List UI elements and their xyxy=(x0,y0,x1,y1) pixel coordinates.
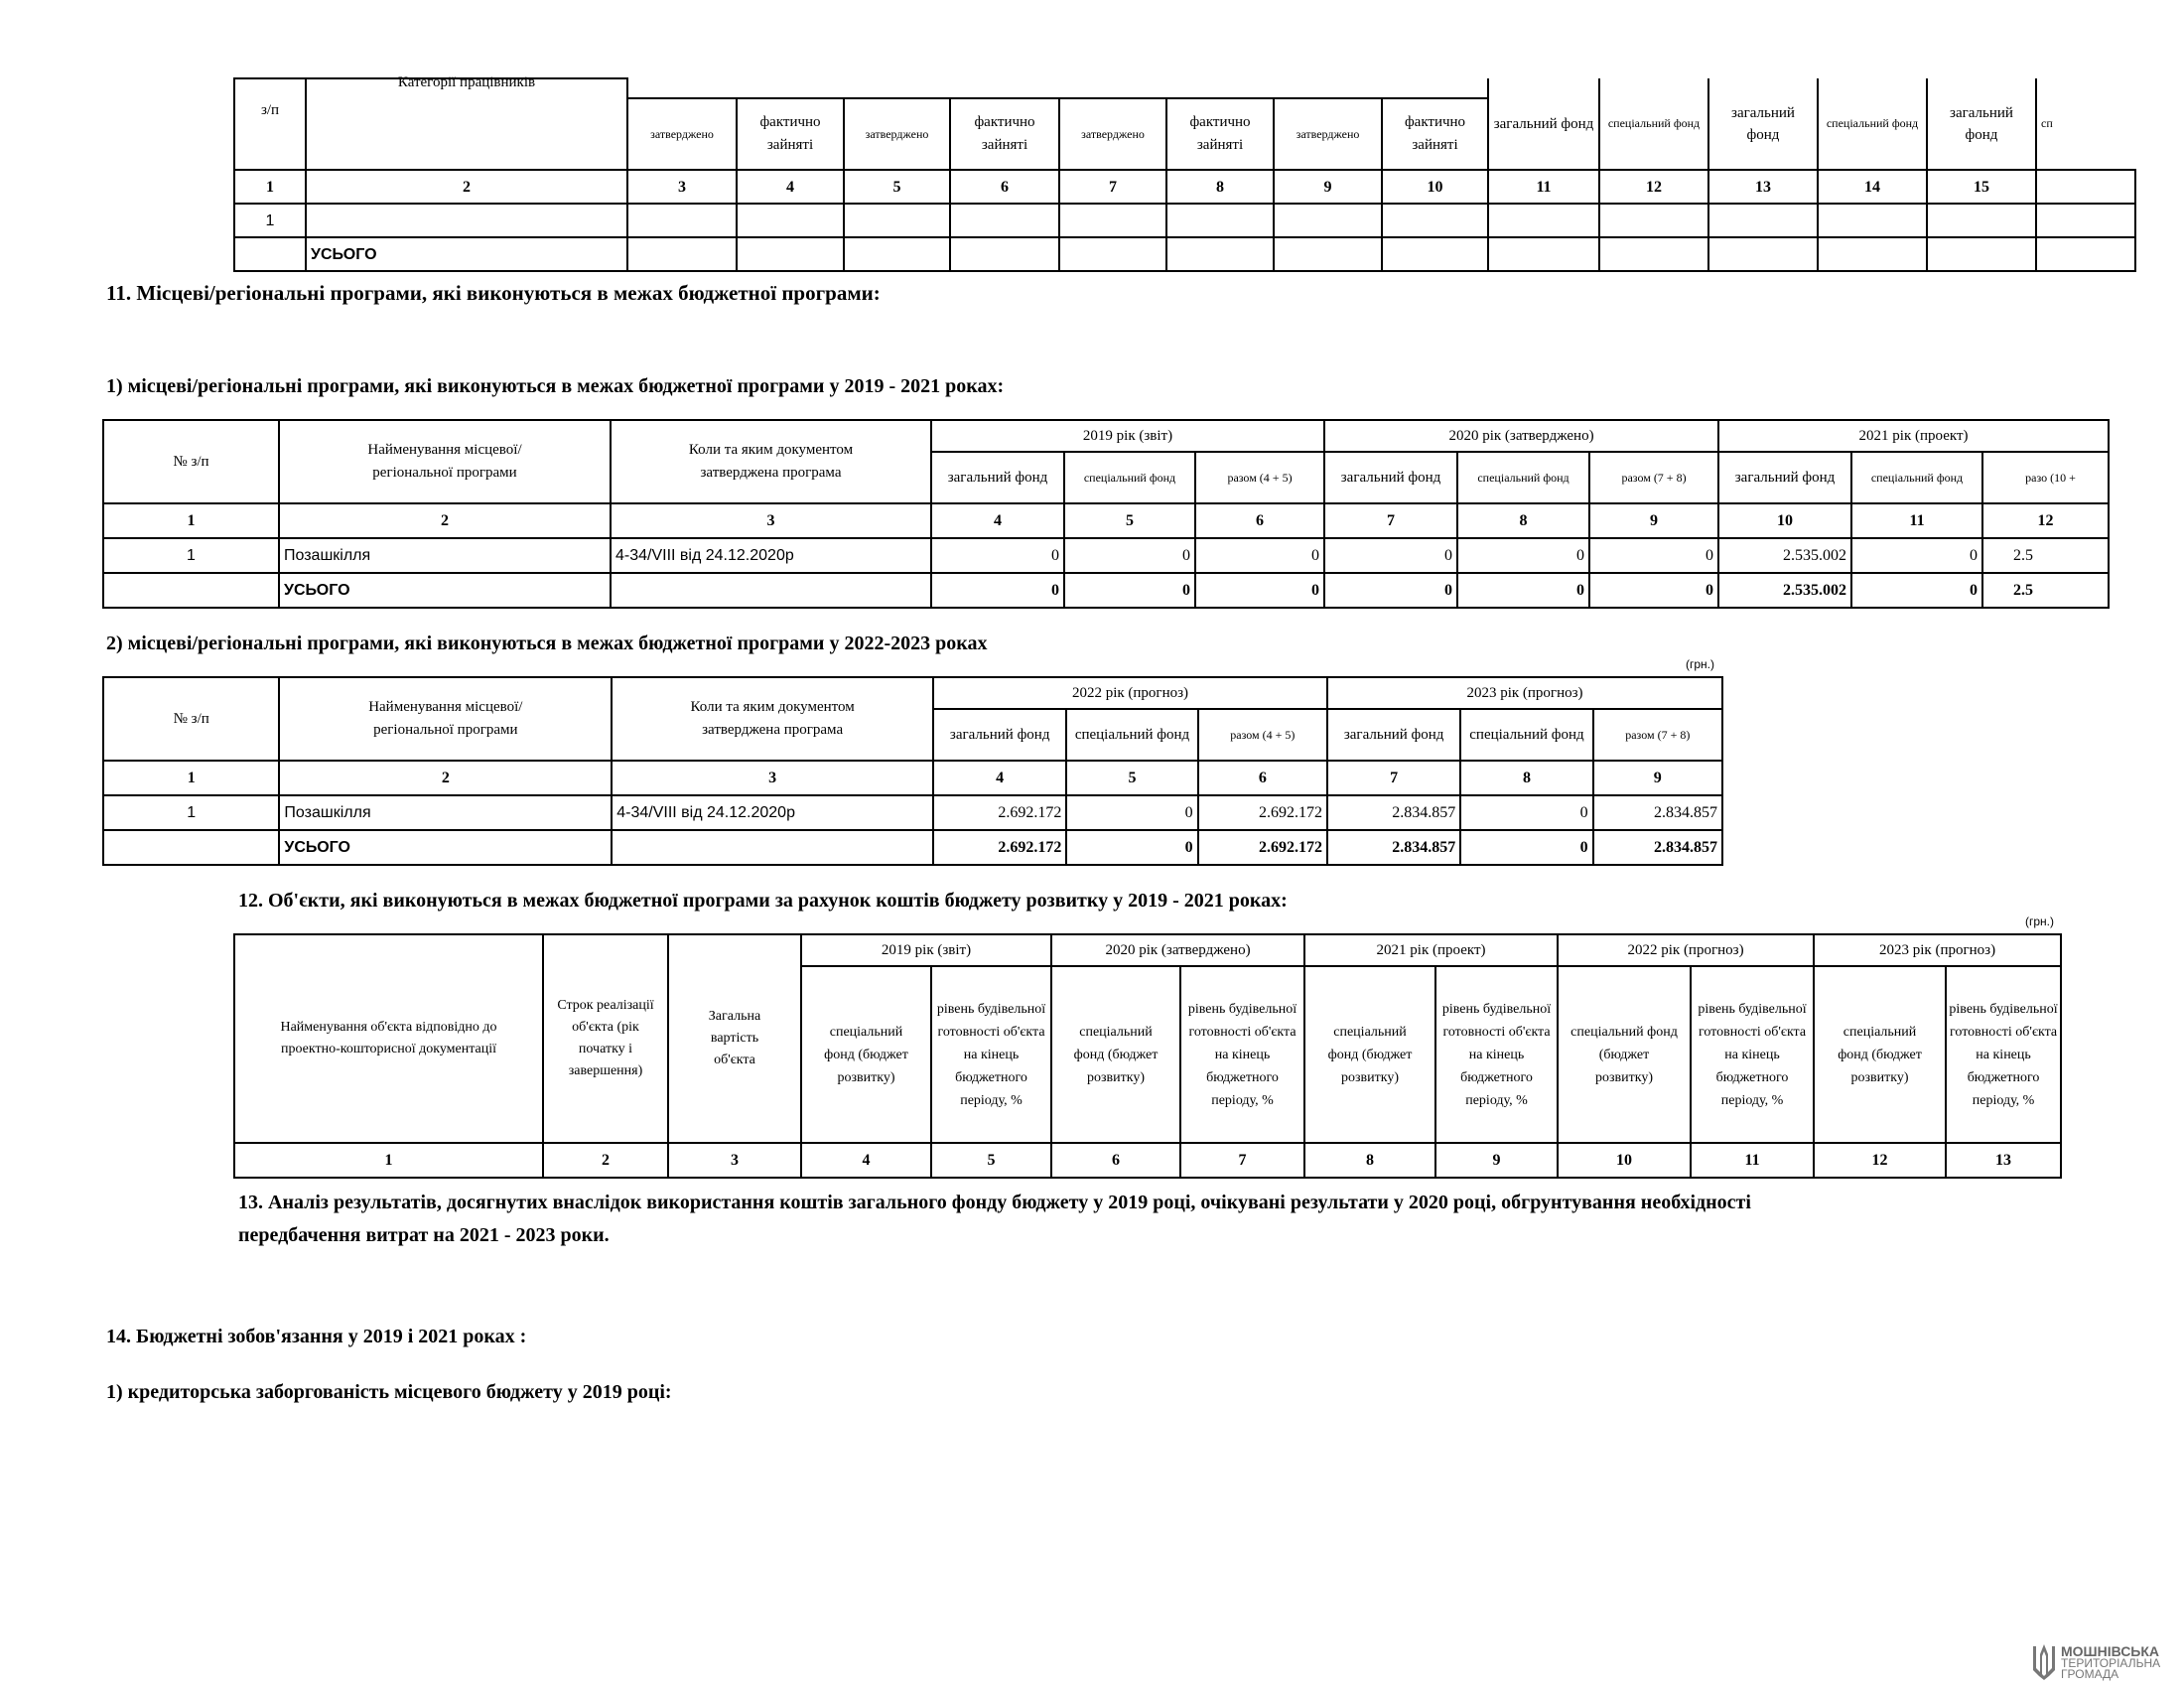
objects-table xyxy=(233,933,2060,1179)
year-header: 2023 рік (прогноз) xyxy=(1327,677,1722,709)
currency-label: (грн.) xyxy=(2025,914,2055,928)
sub-special-fund: спеціальний фонд (бюджет розвитку) xyxy=(1558,966,1691,1143)
programs-table-2019-2021 xyxy=(102,419,2076,614)
sub-special-fund: спеціальний фонд xyxy=(1066,709,1197,761)
fund-label: спеціальний фонд xyxy=(1818,78,1927,170)
table-row: 1 xyxy=(234,204,2135,237)
year-header: 2020 рік (затверджено) xyxy=(1324,420,1718,452)
year-header: 2021 рік (проект) xyxy=(1304,934,1558,966)
col-approved: затверджено xyxy=(1059,98,1166,170)
staff-table xyxy=(233,74,2060,278)
col-actual: фактично зайняті xyxy=(1382,98,1488,170)
programs-table-2022-2023 xyxy=(102,676,1723,866)
header-program-name: Найменування місцевої/регіональної програми xyxy=(279,420,611,503)
section-14-heading: 14. Бюджетні зобов'язання у 2019 і 2021 роках : xyxy=(106,1326,527,1347)
column-number-row: 1 2 3 4 5 6 7 8 9 xyxy=(103,761,1722,795)
section-11-sub2-heading: 2) місцеві/регіональні програми, які виконуються в межах бюджетної програми у 2022-2023 роках xyxy=(106,633,988,654)
sub-special-fund: спеціальний фонд xyxy=(1457,452,1589,503)
section-14-sub1: 1) кредиторська заборгованість місцевого бюджету у 2019 році: xyxy=(106,1381,672,1403)
sub-special-fund: спеціальний фонд xyxy=(1460,709,1592,761)
sub-readiness: рівень будівельної готовності об'єкта на кінець бюджетного періоду, % xyxy=(1946,966,2061,1143)
column-number-row: 1 2 3 4 5 6 7 8 9 10 11 12 13 14 15 xyxy=(234,170,2135,204)
total-row: УСЬОГО xyxy=(234,237,2135,271)
column-number-row: 1 2 3 4 5 6 7 8 9 10 11 12 xyxy=(103,503,2109,538)
header-num: № з/п xyxy=(103,677,279,761)
sub-general-fund: загальний фонд xyxy=(1327,709,1460,761)
sub-special-fund: спеціальний фонд (бюджет розвитку) xyxy=(1051,966,1180,1143)
col-approved: затверджено xyxy=(627,98,737,170)
logo-line3: ГРОМАДА xyxy=(2061,1667,2119,1681)
fund-label: загальний фонд xyxy=(1488,78,1599,170)
sub-general-fund: загальний фонд xyxy=(1718,452,1851,503)
table-row: 1 Позашкілля 4-34/VIII від 24.12.2020р 0 0 0 0 0 0 2.535.002 0 2.5 xyxy=(103,538,2109,573)
section-11-sub1-heading: 1) місцеві/регіональні програми, які виконуються в межах бюджетної програми у 2019 - 2021 роках: xyxy=(106,375,1005,397)
col-approved: затверджено xyxy=(1274,98,1382,170)
total-row: УСЬОГО 0 0 0 0 0 0 2.535.002 0 2.5 xyxy=(103,573,2109,608)
logo-line2: ТЕРИТОРІАЛЬНА xyxy=(2061,1656,2161,1670)
currency-label: (грн.) xyxy=(1686,657,1715,671)
section-13-line2: передбачення витрат на 2021 - 2023 роки. xyxy=(238,1224,610,1246)
fund-label: сп xyxy=(2041,116,2053,130)
sub-total: разом (7 + 8) xyxy=(1593,709,1722,761)
sub-special-fund: спеціальний фонд (бюджет розвитку) xyxy=(801,966,931,1143)
fund-label: загальний фонд xyxy=(1708,78,1818,170)
year-header: 2021 рік (проект) xyxy=(1718,420,2109,452)
header-object-name: Найменування об'єкта відповідно до проектно-кошторисної документації xyxy=(234,934,543,1143)
sub-readiness: рівень будівельної готовності об'єкта на кінець бюджетного періоду, % xyxy=(1180,966,1304,1143)
logo-line1: МОШНІВСЬКА xyxy=(2061,1643,2160,1659)
sub-special-fund: спеціальний фонд xyxy=(1064,452,1195,503)
year-header: 2023 рік (прогноз) xyxy=(1814,934,2061,966)
section-11-heading: 11. Місцеві/регіональні програми, які виконуються в межах бюджетної програми: xyxy=(106,281,881,305)
year-header: 2019 рік (звіт) xyxy=(931,420,1324,452)
trident-icon xyxy=(2031,1642,2057,1682)
header-document: Коли та яким документом затверджена програма xyxy=(612,677,933,761)
col-actual: фактично зайняті xyxy=(1166,98,1274,170)
header-total-cost: Загальна вартість об'єкта xyxy=(668,934,801,1143)
sub-special-fund: спеціальний фонд (бюджет розвитку) xyxy=(1814,966,1946,1143)
sub-special-fund: спеціальний фонд (бюджет розвитку) xyxy=(1304,966,1435,1143)
col-actual: фактично зайняті xyxy=(950,98,1059,170)
header-category-cut: Категорії працівників xyxy=(306,78,627,170)
sub-general-fund: загальний фонд xyxy=(1324,452,1457,503)
fund-label: загальний фонд xyxy=(1927,78,2036,170)
sub-total: разо (10 + xyxy=(1982,452,2109,503)
year-header: 2019 рік (звіт) xyxy=(801,934,1051,966)
sub-total: разом (7 + 8) xyxy=(1589,452,1718,503)
year-header: 2022 рік (прогноз) xyxy=(933,677,1327,709)
column-number-row: 1 2 3 4 5 6 7 8 9 10 11 12 13 xyxy=(234,1143,2061,1178)
total-row: УСЬОГО 2.692.172 0 2.692.172 2.834.857 0 2.834.857 xyxy=(103,830,1722,865)
sub-total: разом (4 + 5) xyxy=(1198,709,1327,761)
col-approved: затверджено xyxy=(844,98,950,170)
sub-readiness: рівень будівельної готовності об'єкта на кінець бюджетного періоду, % xyxy=(931,966,1051,1143)
table-row: 1 Позашкілля 4-34/VIII від 24.12.2020р 2.692.172 0 2.692.172 2.834.857 0 2.834.857 xyxy=(103,795,1722,830)
col-actual: фактично зайняті xyxy=(737,98,844,170)
section-13-line1: 13. Аналіз результатів, досягнутих внаслідок використання коштів загального фонду бюджету у 2019 році, очікувані результати у 2020 році, обгрунтування необхідності xyxy=(238,1192,1751,1213)
year-header: 2022 рік (прогноз) xyxy=(1558,934,1814,966)
section-12-heading: 12. Об'єкти, які виконуються в межах бюджетної програми за рахунок коштів бюджету розвитку у 2019 - 2021 роках: xyxy=(238,890,1288,912)
sub-readiness: рівень будівельної готовності об'єкта на кінець бюджетного періоду, % xyxy=(1435,966,1558,1143)
fund-label: спеціальний фонд xyxy=(1599,78,1708,170)
header-document: Коли та яким документом затверджена програма xyxy=(611,420,931,503)
header-num-cut: з/п xyxy=(234,78,306,170)
sub-general-fund: загальний фонд xyxy=(933,709,1066,761)
sub-general-fund: загальний фонд xyxy=(931,452,1064,503)
header-term: Строк реалізації об'єкта (рік початку і завершення) xyxy=(543,934,668,1143)
header-num: № з/п xyxy=(103,420,279,503)
sub-readiness: рівень будівельної готовності об'єкта на кінець бюджетного періоду, % xyxy=(1691,966,1814,1143)
community-logo xyxy=(2031,1642,2180,1686)
year-header: 2020 рік (затверджено) xyxy=(1051,934,1304,966)
header-program-name: Найменування місцевої/регіональної програми xyxy=(279,677,612,761)
sub-total: разом (4 + 5) xyxy=(1195,452,1324,503)
sub-special-fund: спеціальний фонд xyxy=(1851,452,1982,503)
